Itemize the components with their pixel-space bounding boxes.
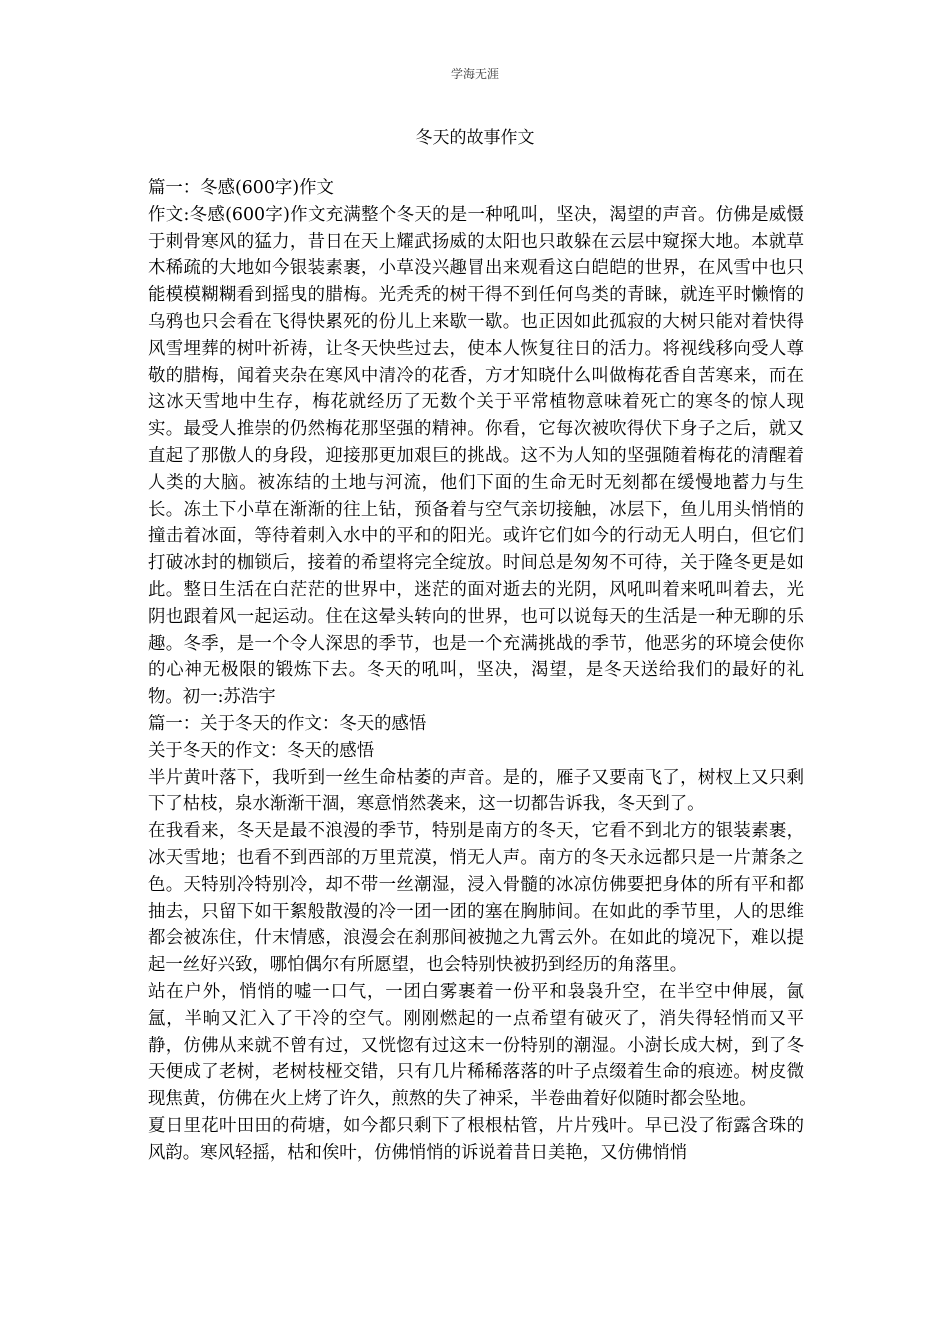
paragraph: 半片黄叶落下，我听到一丝生命枯萎的声音。是的，雁子又要南飞了，树杈上又只剩下了枯枝，泉水渐渐干涸，寒意悄然袭来，这一切都告诉我，冬天到了。 [148,767,804,815]
document-body [148,175,804,1166]
section-heading: 篇一：关于冬天的作文：冬天的感悟 [148,713,427,734]
paragraph: 关于冬天的作文：冬天的感悟 [148,740,375,761]
paragraph: 站在户外，悄悄的嘘一口气，一团白雾裹着一份平和袅袅升空，在半空中伸展，氤氲，半晌又汇入了干冷的空气。刚刚燃起的一点希望有破灭了，消失得轻悄而又平静，仿佛从来就不曾有过，又恍惚有过这末一份特别的潮湿。小澍长成大树，到了冬天便成了老树，老树枝桠交错，只有几片稀稀落落的叶子点缀着生命的痕迹。树皮微现焦黄，仿佛在火上烤了许久，煎熬的失了神采，半卷曲着好似随时都会坠地。 [148,981,804,1110]
paragraph: 夏日里花叶田田的荷塘，如今都只剩下了根根枯管，片片残叶。早已没了衔露含珠的风韵。寒风轻摇，枯和俟叶，仿佛悄悄的诉说着昔日美艳，又仿佛悄悄 [148,1115,804,1163]
document-title: 冬天的故事作文 [415,128,535,148]
paragraph: 在我看来，冬天是最不浪漫的季节，特别是南方的冬天，它看不到北方的银装素裹，冰天雪地；也看不到西部的万里荒漠，悄无人声。南方的冬天永远都只是一片萧条之色。天特别冷特别冷，却不带一丝潮湿，浸入骨髓的冰凉仿佛要把身体的所有平和都抽去，只留下如干絮般散漫的冷一团一团的塞在胸肺间。在如此的季节里，人的思维都会被冻住，什末情感，浪漫会在刹那间被抛之九霄云外。在如此的境况下，难以提起一丝好兴致，哪怕偶尔有所愿望，也会特别快被扔到经历的角落里。 [148,821,804,976]
page-header: 学海无涯 [450,67,499,81]
paragraph: 作文:冬感(600字)作文充满整个冬天的是一种吼叫，坚决，渴望的声音。仿佛是威慑于刺骨寒风的猛力，昔日在天上耀武扬威的太阳也只敢躲在云层中窥探大地。本就草木稀疏的大地如今银装素裹，小草没兴趣冒出来观看这白皑皑的世界，在风雪中也只能模模糊糊看到摇曳的腊梅。光秃秃的树干得不到任何鸟类的青睐，就连平时懒惰的乌鸦也只会看在飞得快累死的份儿上来歇一歇。也正因如此孤寂的大树只能对着快得风雪埋葬的树叶祈祷，让冬天快些过去，使本人恢复往日的活力。将视线移向受人尊敬的腊梅，闻着夹杂在寒风中清冷的花香，方才知晓什么叫做梅花香自苦寒来，而在这冰天雪地中生存，梅花就经历了无数个关于平常植物意味着死亡的寒冬的惊人现实。最受人推崇的仍然梅花那坚强的精神。你看，它每次被吹得伏下身子之后，就又直起了那傲人的身段，迎接那更加艰巨的挑战。这不为人知的坚强随着梅花的清醒着人类的大脑。被冻结的土地与河流，他们下面的生命无时无刻都在缓慢地蓄力与生长。冻土下小草在渐渐的往上钻，预备着与空气亲切接触，冰层下，鱼儿用头悄悄的撞击着冰面，等待着刺入水中的平和的阳光。或许它们如今的行动无人明白，但它们打破冰封的枷锁后，接着的希望将完全绽放。时间总是匆匆不可待，关于隆冬更是如此。整日生活在白茫茫的世界中，迷茫的面对逝去的光阴，风吼叫着来吼叫着去，光阴也跟着风一起运动。住在这晕头转向的世界，也可以说每天的生活是一种无聊的乐趣。冬季，是一个令人深思的季节，也是一个充满挑战的季节，他恶劣的环境会使你的心神无极限的锻炼下去。冬天的吼叫，坚决，渴望，是冬天送给我们的最好的礼物。初一:苏浩宇 [148,204,804,708]
section-heading: 篇一：冬感(600字)作文 [148,178,334,198]
